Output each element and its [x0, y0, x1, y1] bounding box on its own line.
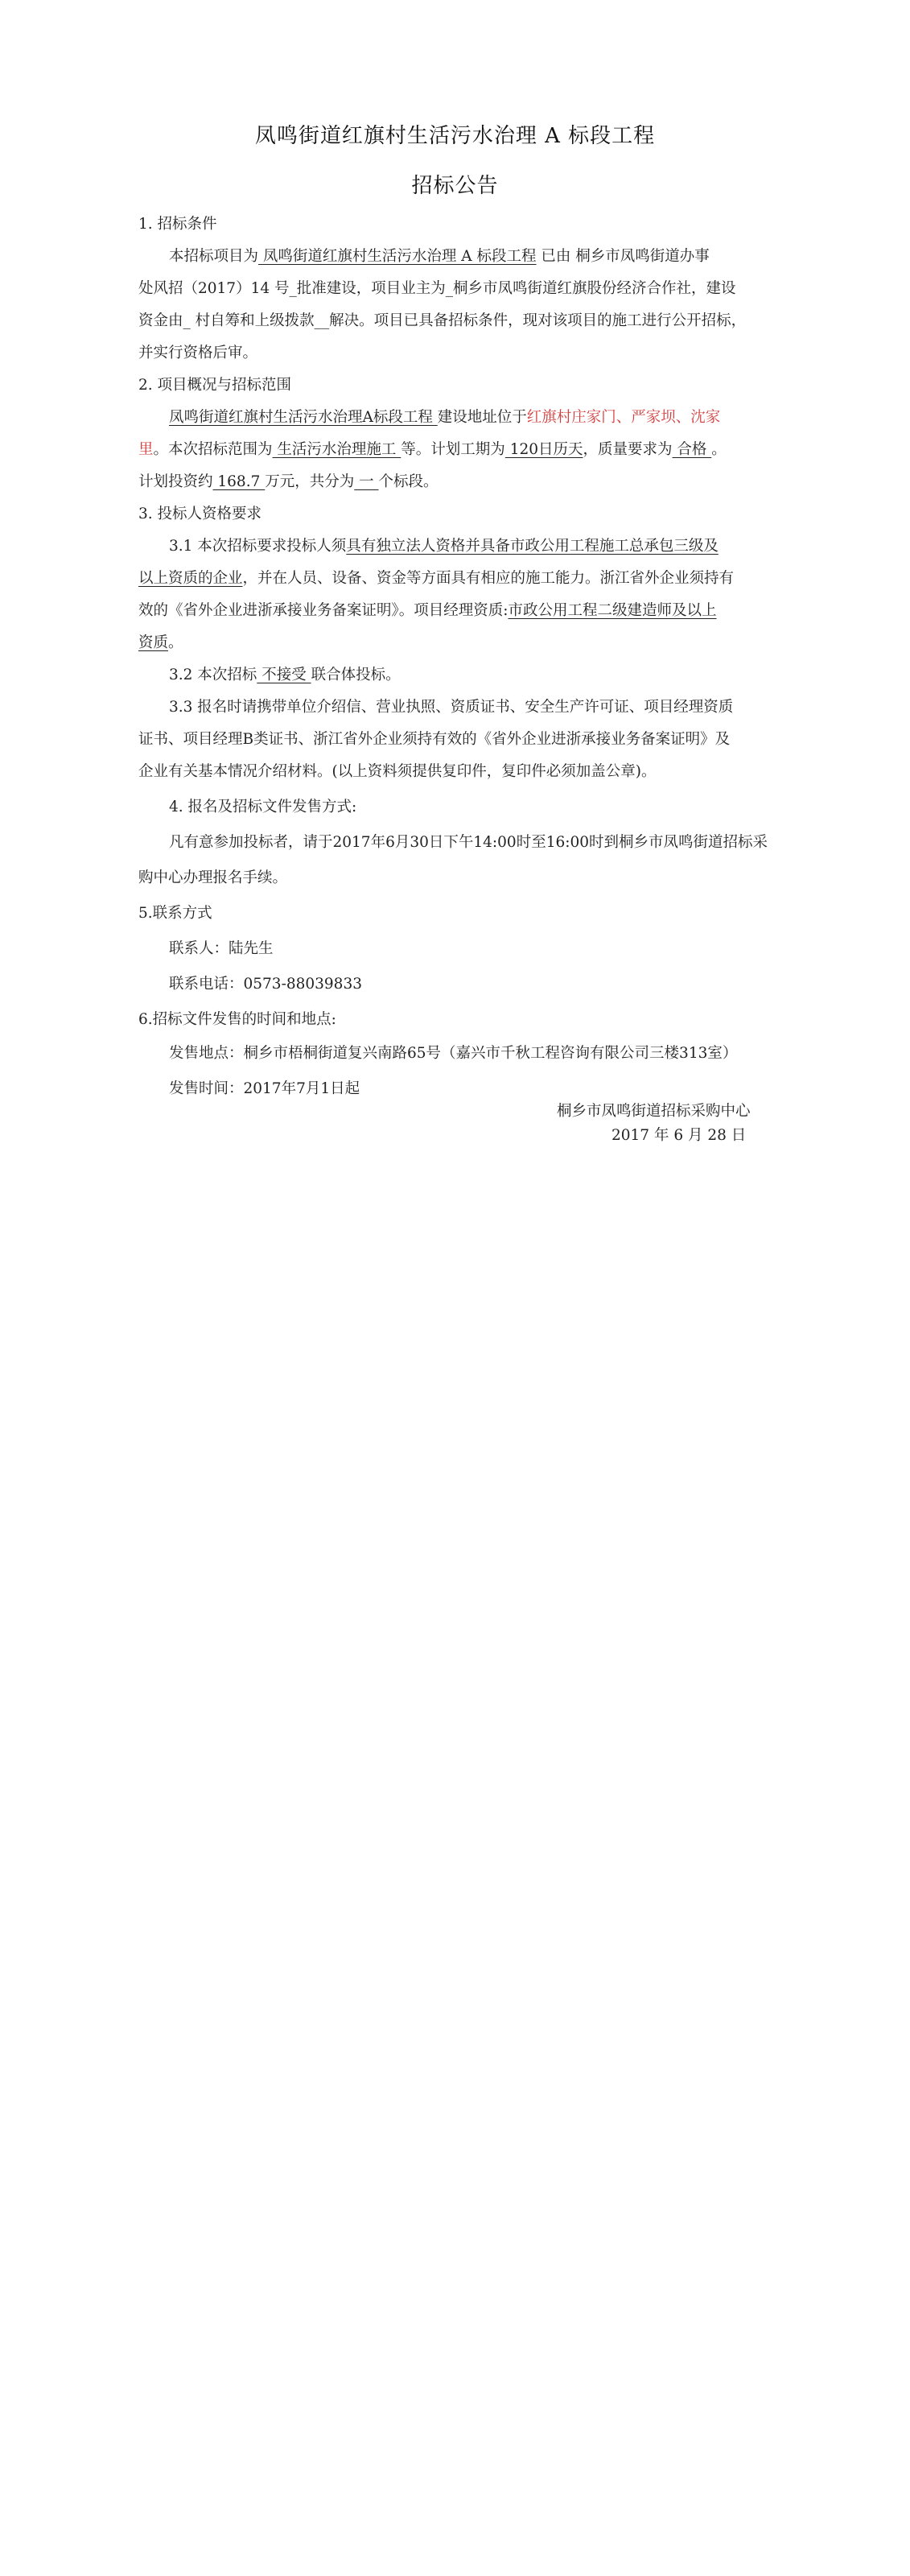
section-1-heading: 1. 招标条件: [138, 216, 217, 233]
section-5-heading: 5.联系方式: [138, 905, 212, 922]
s3-text: 3.1 本次招标要求投标人须: [169, 538, 347, 555]
section-1-line-4: 并实行资格后审。: [138, 345, 258, 361]
section-2-line-2: [138, 440, 727, 460]
site-address: 红旗村庄家门、严家坝、沈家: [526, 409, 721, 426]
qualification-underlined: 具有独立法人资格并具备市政公用工程施工总承包三级及: [346, 538, 719, 555]
section-3-1-line-3: [138, 601, 717, 621]
section-3-1-line-4: [138, 633, 183, 654]
qualification-underlined: 以上资质的企业: [138, 570, 243, 587]
section-4-line-1: 凡有意参加投标者，请于2017年6月30日下午14:00时至16:00时到桐乡市凤鸣街道招标采: [169, 834, 768, 851]
section-3-2-line: [169, 665, 401, 686]
section-2-heading: 2. 项目概况与招标范围: [138, 377, 292, 394]
section-1-line-1: [169, 246, 710, 267]
s3-text: 。: [168, 634, 183, 651]
s2-text: 计划投资约: [138, 473, 213, 490]
lot-count-underlined: 一: [354, 473, 379, 490]
sale-place: 发售地点：桐乡市梧桐街道复兴南路65号（嘉兴市千秋工程咨询有限公司三楼313室）: [169, 1045, 738, 1062]
duration-underlined: 120日历天: [504, 441, 583, 458]
consortium-underlined: 不接受: [257, 667, 311, 683]
site-address-cont: 里: [138, 441, 154, 458]
investment-underlined: 168.7: [212, 473, 266, 490]
s3-text: 效的《省外企业进浙承接业务备案证明》。项目经理资质:: [138, 602, 509, 619]
manager-qualification-underlined: 资质: [138, 634, 169, 651]
quality-underlined: 合格: [672, 441, 712, 458]
section-3-3-line-3: 企业有关基本情况介绍材料。(以上资料须提供复印件，复印件必须加盖公章)。: [138, 763, 657, 780]
s2-text: 等。计划工期为: [401, 441, 505, 458]
section-3-1-line-1: [169, 536, 719, 557]
scope-underlined: 生活污水治理施工: [272, 441, 401, 458]
section-2-line-3: [138, 472, 439, 493]
s3-text: 3.2 本次招标: [169, 667, 257, 683]
sale-time: 发售时间：2017年7月1日起: [169, 1080, 360, 1097]
project-name-underlined: 凤鸣街道红旗村生活污水治理 A 标段工程: [258, 248, 537, 265]
section-3-1-line-2: [138, 568, 734, 589]
s2-text: 个标段。: [378, 473, 439, 490]
section-3-3-line-2: 证书、项目经理B类证书、浙江省外企业须持有效的《省外企业进浙承接业务备案证明》及: [138, 731, 731, 748]
s2-text: 建设地址位于: [437, 409, 527, 426]
s2-text: 。: [711, 441, 727, 458]
contact-person: 联系人：陆先生: [169, 940, 274, 957]
s3-text: ，并在人员、设备、资金等方面具有相应的施工能力。浙江省外企业须持有: [242, 570, 735, 587]
s2-text: 。本次招标范围为: [153, 441, 273, 458]
section-3-heading: 3. 投标人资格要求: [138, 506, 262, 522]
document-title: 凤鸣街道红旗村生活污水治理 A 标段工程: [254, 124, 656, 148]
document-subtitle: 招标公告: [411, 174, 499, 198]
section-1-line-2: 处风招（2017）14 号_批准建设，项目业主为_桐乡市凤鸣街道红旗股份经济合作社，建设: [138, 280, 736, 297]
manager-qualification-underlined: 市政公用工程二级建造师及以上: [508, 602, 717, 619]
project-name-underlined: 凤鸣街道红旗村生活污水治理A标段工程: [169, 409, 438, 426]
section-4-heading: 4. 报名及招标文件发售方式:: [169, 799, 357, 815]
section-6-heading: 6.招标文件发售的时间和地点:: [138, 1011, 336, 1028]
s2-text: ，质量要求为: [583, 441, 673, 458]
signature-date: 2017 年 6 月 28 日: [611, 1127, 747, 1144]
s3-text: 联合体投标。: [311, 667, 401, 683]
s2-text: 万元，共分为: [265, 473, 355, 490]
section-1-line-3: 资金由_ 村自筹和上级拨款__解决。项目已具备招标条件，现对该项目的施工进行公开招标，: [138, 312, 747, 329]
signature-org: 桐乡市凤鸣街道招标采购中心: [557, 1103, 751, 1120]
contact-phone: 联系电话：0573-88039833: [169, 976, 362, 993]
section-4-line-2: 购中心办理报名手续。: [138, 869, 288, 886]
section-3-3-line-1: 3.3 报名时请携带单位介绍信、营业执照、资质证书、安全生产许可证、项目经理资质: [169, 699, 734, 716]
s1-text: 已由 桐乡市凤鸣街道办事: [536, 248, 710, 265]
s1-text: 本招标项目为: [169, 248, 259, 265]
section-2-line-1: [169, 407, 720, 428]
